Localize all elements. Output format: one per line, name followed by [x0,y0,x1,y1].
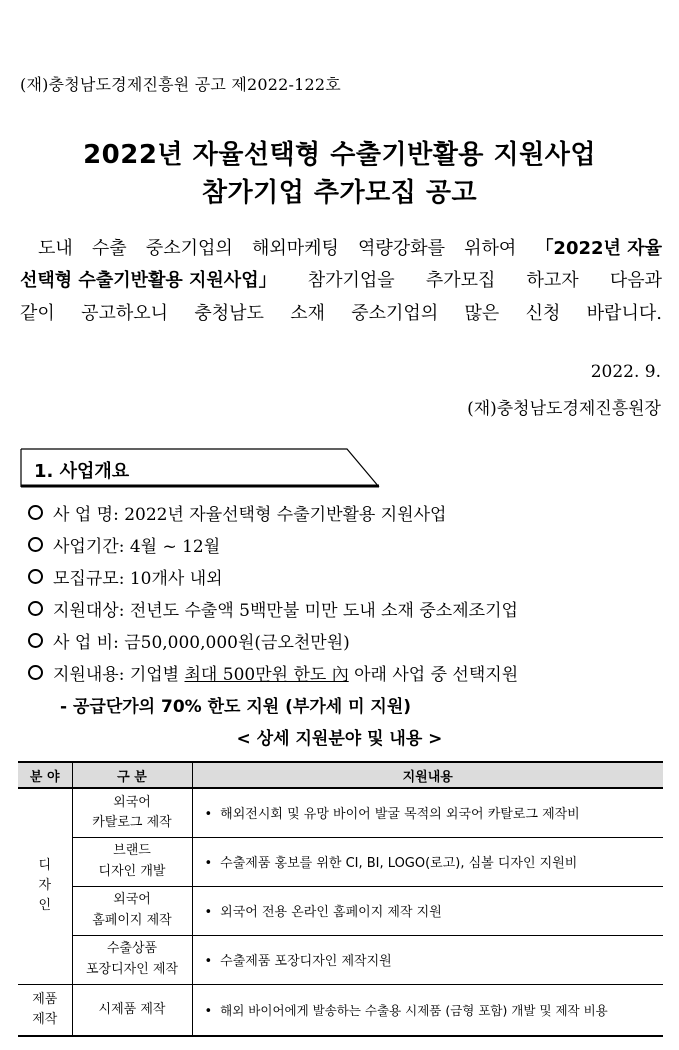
row-content [192,886,663,935]
row-category: 수출상품 포장디자인 제작 [72,935,192,984]
intro-word: 수출 [91,238,127,259]
circle-bullet-icon [28,601,43,616]
intro-word: 공고하오니 [81,303,169,324]
overview-item-text: 지원내용: 기업별 [53,665,185,685]
row-category: 외국어 홈페이지 제작 [72,886,192,935]
table-header-row [18,762,663,788]
overview-item-text: 사 업 명: 2022년 자율선택형 수출기반활용 지원사업 [53,505,447,525]
intro-word: 중소기업의 [351,303,439,324]
overview-item-text: 사 업 비: 금50,000,000원(금오천만원) [53,633,350,653]
intro-word: 역량강화를 [358,238,445,259]
support-table [18,761,663,1037]
circle-bullet-icon [28,665,43,680]
overview-item-text: 모집규모: 10개사 내외 [53,569,223,589]
circle-bullet-icon [28,537,43,552]
row-category: 외국어 카탈로그 제작 [72,788,192,837]
intro-bold-program: 「2022년 자율 [535,238,662,259]
table-row [18,984,663,1036]
row-content-text: 해외 바이어에게 발송하는 수출용 시제품 (금형 포함) 개발 및 제작 비용 [220,1002,608,1018]
intro-word: 충청남도 [194,303,264,324]
row-content-text: 수출제품 포장디자인 제작지원 [220,954,392,969]
issuer-name: (재)충청남도경제진흥원장 [467,399,661,419]
table-row [18,935,663,984]
intro-word: 해외마케팅 [251,238,339,259]
table-row [18,788,663,837]
overview-item [28,500,446,525]
row-category: 브랜드 디자인 개발 [72,837,192,886]
row-content-text: 수출제품 홍보를 위한 CI, BI, LOGO(로고), 심볼 디자인 지원비 [220,856,578,871]
overview-item-text: 지원대상: 전년도 수출액 5백만불 미만 도내 소재 중소제조기업 [53,601,518,621]
overview-item [28,596,518,621]
intro-word: 도내 [38,238,73,259]
intro-word: 다음과 [609,270,662,291]
table-row [18,837,663,886]
row-content-text: 외국어 전용 온라인 홈페이지 제작 지원 [220,905,442,920]
detail-table-title: < 상세 지원분야 및 내용 > [236,729,443,749]
overview-item [28,628,350,653]
intro-word: 참가기업을 [307,270,395,291]
intro-word: 추가모집 [425,270,496,291]
overview-item-text: 아래 사업 중 선택지원 [348,665,519,685]
row-content [192,837,663,886]
header-category: 구 분 [72,762,192,788]
header-field: 분 야 [18,762,72,788]
section-title: 1. 사업개요 [34,461,130,482]
intro-word: 소재 [290,303,325,324]
page-title-line2: 참가기업 추가모집 공고 [201,178,478,208]
bullet-dot-icon: • [204,954,213,969]
intro-word: 신청 [525,303,561,324]
intro-line-1 [20,240,662,258]
overview-item [28,660,518,685]
table-row [18,886,663,935]
intro-word: 하고자 [526,270,579,291]
intro-word: 바랍니다. [586,303,662,324]
row-content [192,984,663,1036]
intro-word: 같이 [20,303,55,324]
support-limit-underlined: 최대 500만원 한도 內 [184,665,349,685]
circle-bullet-icon [28,569,43,584]
circle-bullet-icon [28,633,43,648]
row-category: 시제품 제작 [72,984,192,1036]
notice-number: (재)충청남도경제진흥원 공고 제2022-122호 [20,75,341,94]
field-product: 제품 제작 [18,984,72,1036]
overview-item-text: 사업기간: 4월 ~ 12월 [53,537,221,557]
overview-item [28,564,223,589]
row-content [192,935,663,984]
support-rate-note: - 공급단가의 70% 한도 지원 (부가세 미 지원) [60,697,412,717]
row-content-text: 해외전시회 및 유망 바이어 발굴 목적의 외국어 카탈로그 제작비 [220,807,580,823]
intro-line-3 [20,305,662,323]
row-content [192,788,663,837]
intro-word: 중소기업의 [145,238,233,259]
overview-item [28,532,220,557]
intro-word: 위하여 [464,238,517,259]
intro-word: 많은 [464,303,500,324]
bullet-dot-icon: • [204,856,213,871]
notice-date: 2022. 9. [590,362,661,382]
bullet-dot-icon: • [204,905,213,920]
bullet-dot-icon: • [204,1003,213,1019]
circle-bullet-icon [28,505,43,520]
field-design: 디 자 인 [18,788,72,984]
intro-bold-program: 선택형 수출기반활용 지원사업」 [20,270,277,291]
intro-line-2 [20,272,662,290]
section-header [20,448,380,488]
bullet-dot-icon: • [204,807,213,823]
header-content: 지원내용 [192,762,663,788]
page-title-line1: 2022년 자율선택형 수출기반활용 지원사업 [83,140,596,170]
